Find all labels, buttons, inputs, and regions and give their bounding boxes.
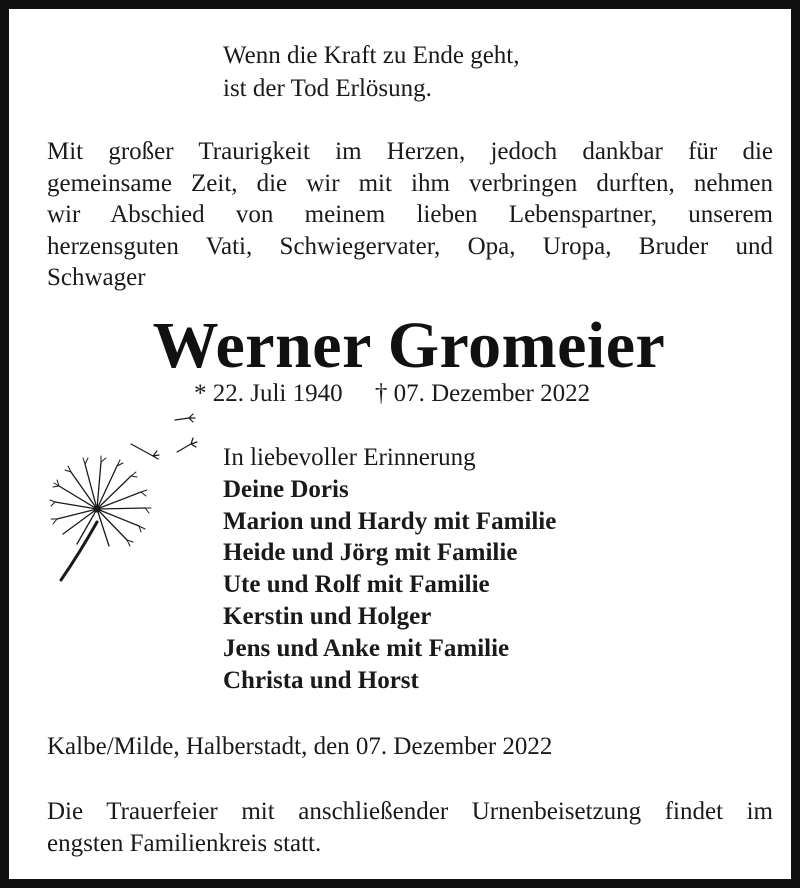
deceased-name: Werner Gromeier <box>152 309 666 382</box>
intro-line: herzensguten Vati, Schwiegervater, Opa, Uropa, Bruder und <box>47 232 773 260</box>
notice-line: engsten Familienkreis statt. <box>47 829 322 857</box>
motto-line: Wenn die Kraft zu Ende geht, <box>223 42 520 69</box>
death-date: † 07. Dezember 2022 <box>374 380 591 407</box>
motto-line: ist der Tod Erlösung. <box>223 75 432 102</box>
mourner-name: Deine Doris <box>223 475 349 503</box>
funeral-notice <box>47 796 773 859</box>
birth-date: * 22. Juli 1940 <box>194 380 343 407</box>
mourner-name: Jens und Anke mit Familie <box>223 634 510 662</box>
mourner-name: Marion und Hardy mit Familie <box>223 507 557 535</box>
mourner-name: Ute und Rolf mit Familie <box>223 571 490 599</box>
mourner-name: Kerstin und Holger <box>223 602 432 630</box>
notice-line: Die Trauerfeier mit anschließender Urnenbeisetzung findet im <box>47 798 773 825</box>
intro-line: gemeinsame Zeit, die wir mit ihm verbringen durften, nehmen <box>47 169 773 197</box>
motto <box>223 39 519 105</box>
mourners-lead: In liebevoller Erinnerung <box>223 444 476 471</box>
mourner-name: Christa und Horst <box>223 666 419 694</box>
intro-line: Mit großer Traurigkeit im Herzen, jedoch dankbar für die <box>47 138 773 165</box>
intro-text <box>47 136 773 294</box>
life-dates <box>194 379 590 409</box>
mourners-list <box>223 442 556 696</box>
place-and-date: Kalbe/Milde, Halberstadt, den 07. Dezember 2022 <box>47 733 553 760</box>
intro-line: wir Abschied von meinem lieben Lebenspartner, unserem <box>47 201 773 228</box>
dandelion-icon <box>49 404 209 589</box>
intro-line: Schwager <box>47 264 146 291</box>
mourner-name: Heide und Jörg mit Familie <box>223 539 518 567</box>
